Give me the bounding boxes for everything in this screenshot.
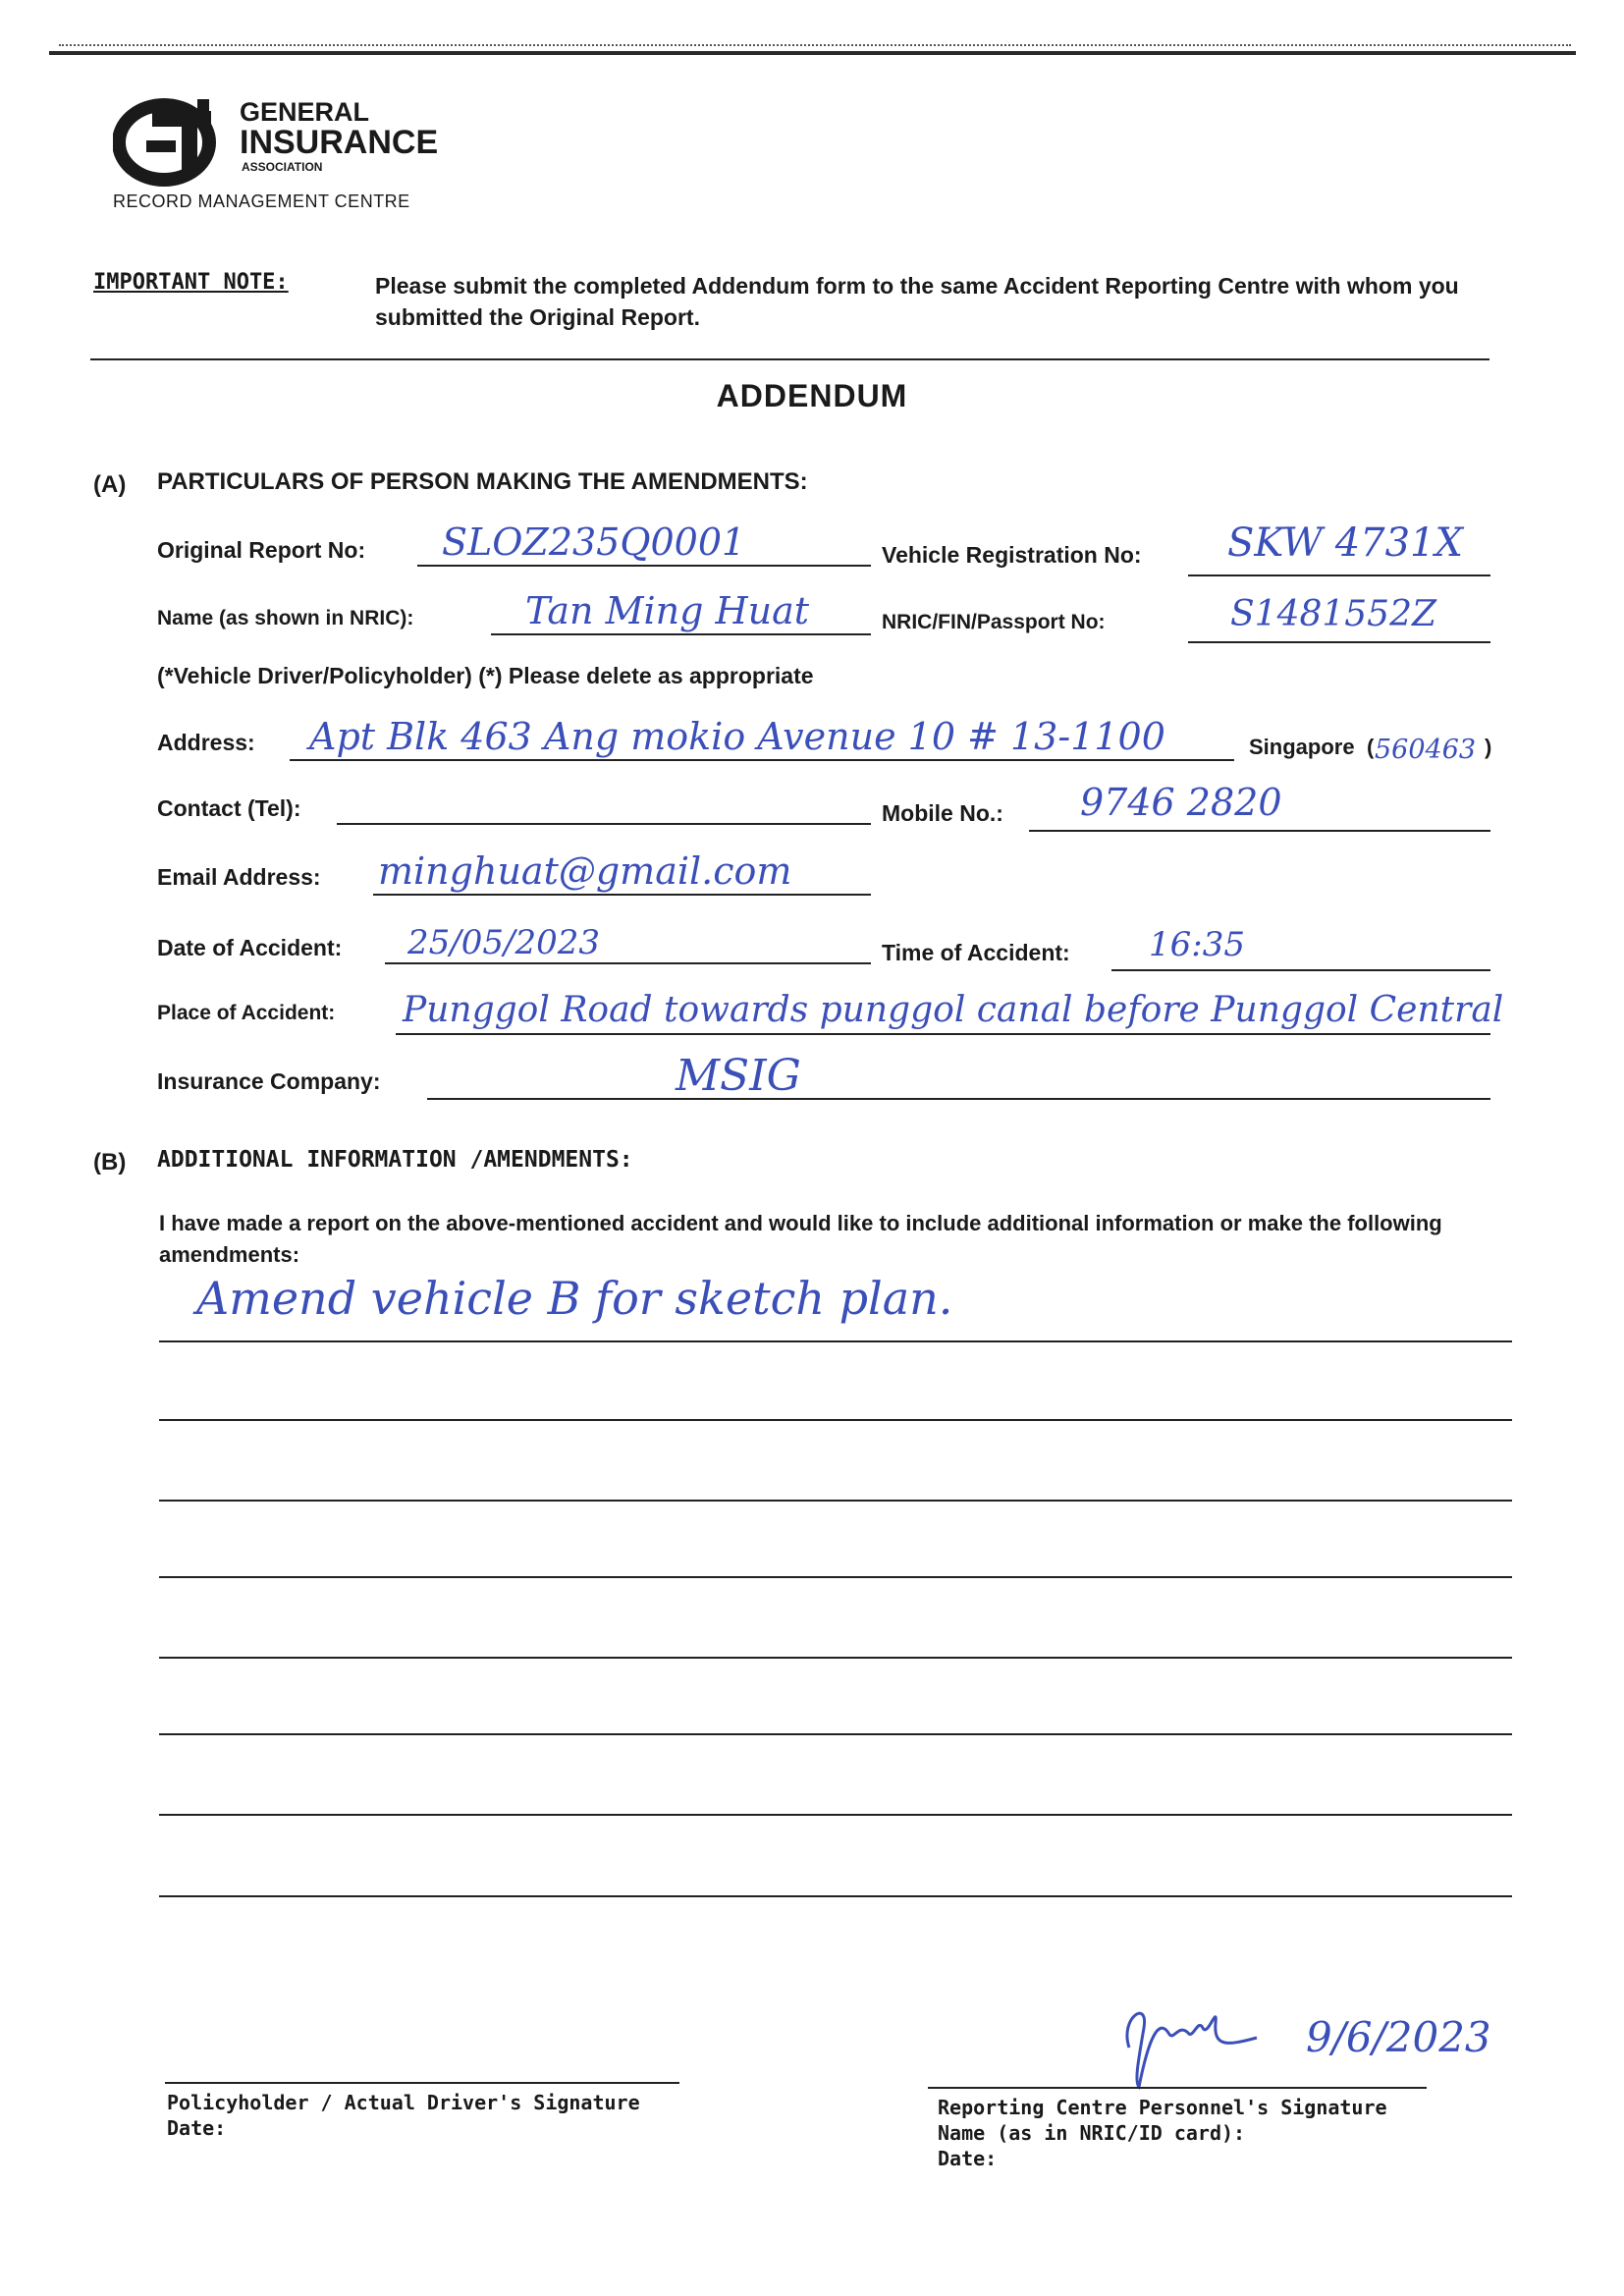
right-signature-caption: Reporting Centre Personnel's Signature: [938, 2096, 1387, 2119]
place-of-accident-value[interactable]: Punggol Road towards punggol canal before Punggol Central: [403, 990, 1504, 1030]
postal-close-paren: ): [1485, 735, 1492, 759]
important-note-text: Please submit the completed Addendum form to the same Accident Reporting Centre with whom you submitted the Original Report.: [375, 273, 1459, 330]
email-label: Email Address:: [157, 864, 321, 890]
amendment-line: [159, 1814, 1512, 1816]
amendment-line: [159, 1733, 1512, 1735]
original-report-value[interactable]: SLOZ235Q0001: [442, 520, 746, 564]
time-of-accident-value[interactable]: 16:35: [1149, 925, 1245, 964]
logo-text-association: ASSOCIATION: [242, 160, 323, 174]
address-value[interactable]: Apt Blk 463 Ang mokio Avenue 10 # 13-1100: [309, 715, 1165, 758]
date-line: [385, 962, 871, 964]
insurance-company-label: Insurance Company:: [157, 1068, 381, 1094]
amendment-line: [159, 1500, 1512, 1502]
form-title: ADDENDUM: [716, 378, 908, 413]
section-a-number: (A): [93, 471, 127, 498]
original-report-line: [417, 565, 871, 567]
insurance-company-value[interactable]: MSIG: [676, 1051, 801, 1101]
place-of-accident-label: Place of Accident:: [157, 1002, 336, 1024]
right-signature-block: [938, 2095, 1387, 2171]
amendment-line: [159, 1657, 1512, 1659]
vehicle-reg-line: [1188, 574, 1490, 576]
nric-label: NRIC/FIN/Passport No:: [882, 611, 1106, 633]
section-a-heading: PARTICULARS OF PERSON MAKING THE AMENDMENTS:: [157, 468, 808, 495]
address-label: Address:: [157, 730, 255, 755]
section-b-intro: I have made a report on the above-mentioned accident and would like to include additional information or make the following amendments:: [159, 1211, 1442, 1267]
top-dotted-edge: [59, 44, 1571, 47]
nric-value[interactable]: S1481552Z: [1230, 594, 1437, 634]
section-b-heading: ADDITIONAL INFORMATION /AMENDMENTS:: [157, 1147, 633, 1173]
top-edge-line: [49, 51, 1576, 55]
email-value[interactable]: minghuat@gmail.com: [378, 849, 792, 893]
time-of-accident-label: Time of Accident:: [882, 940, 1070, 965]
right-date-label: Date:: [938, 2147, 998, 2170]
postal-open-paren: (: [1367, 735, 1375, 759]
logo-text-insurance: INSURANCE: [240, 124, 439, 161]
section-b-number: (B): [93, 1149, 127, 1175]
singapore-label: Singapore: [1249, 735, 1355, 759]
date-of-accident-value[interactable]: 25/05/2023: [407, 923, 600, 962]
personnel-signature-date[interactable]: 9/6/2023: [1306, 2013, 1491, 2061]
address-line: [290, 759, 1234, 761]
role-note: (*Vehicle Driver/Policyholder) (*) Please delete as appropriate: [157, 663, 814, 688]
left-date-label: Date:: [167, 2116, 227, 2140]
mobile-label: Mobile No.:: [882, 800, 1003, 826]
contact-label: Contact (Tel):: [157, 795, 301, 821]
nric-line: [1188, 641, 1490, 643]
amendment-line-1-text[interactable]: Amend vehicle B for sketch plan.: [196, 1272, 953, 1325]
left-signature-line: [165, 2082, 679, 2084]
vehicle-reg-value[interactable]: SKW 4731X: [1227, 520, 1463, 566]
amendment-line: [159, 1340, 1512, 1342]
name-line: [491, 633, 871, 635]
email-line: [373, 894, 871, 896]
amendment-line: [159, 1576, 1512, 1578]
mobile-line: [1029, 830, 1490, 832]
postal-code-value[interactable]: 560463: [1375, 735, 1477, 765]
date-of-accident-label: Date of Accident:: [157, 935, 343, 960]
logo-subtitle: RECORD MANAGEMENT CENTRE: [113, 191, 410, 211]
original-report-label: Original Report No:: [157, 537, 366, 563]
right-signature-line: [928, 2087, 1427, 2089]
left-signature-caption: Policyholder / Actual Driver's Signature: [167, 2091, 640, 2114]
divider: [90, 358, 1489, 360]
vehicle-reg-label: Vehicle Registration No:: [882, 542, 1142, 568]
name-value[interactable]: Tan Ming Huat: [525, 589, 810, 632]
personnel-signature-icon: [1110, 1979, 1276, 2097]
gia-logo-icon: [113, 93, 231, 187]
name-label: Name (as shown in NRIC):: [157, 607, 414, 629]
insurance-line: [427, 1098, 1490, 1100]
place-line: [396, 1033, 1490, 1035]
right-name-label: Name (as in NRIC/ID card):: [938, 2121, 1246, 2145]
time-line: [1111, 969, 1490, 971]
contact-line: [337, 823, 871, 825]
mobile-value[interactable]: 9746 2820: [1080, 781, 1282, 824]
logo-text-general: GENERAL: [240, 97, 370, 127]
amendment-line: [159, 1895, 1512, 1897]
important-note-label: IMPORTANT NOTE:: [93, 270, 289, 295]
left-signature-block: [167, 2090, 640, 2141]
amendment-line: [159, 1419, 1512, 1421]
